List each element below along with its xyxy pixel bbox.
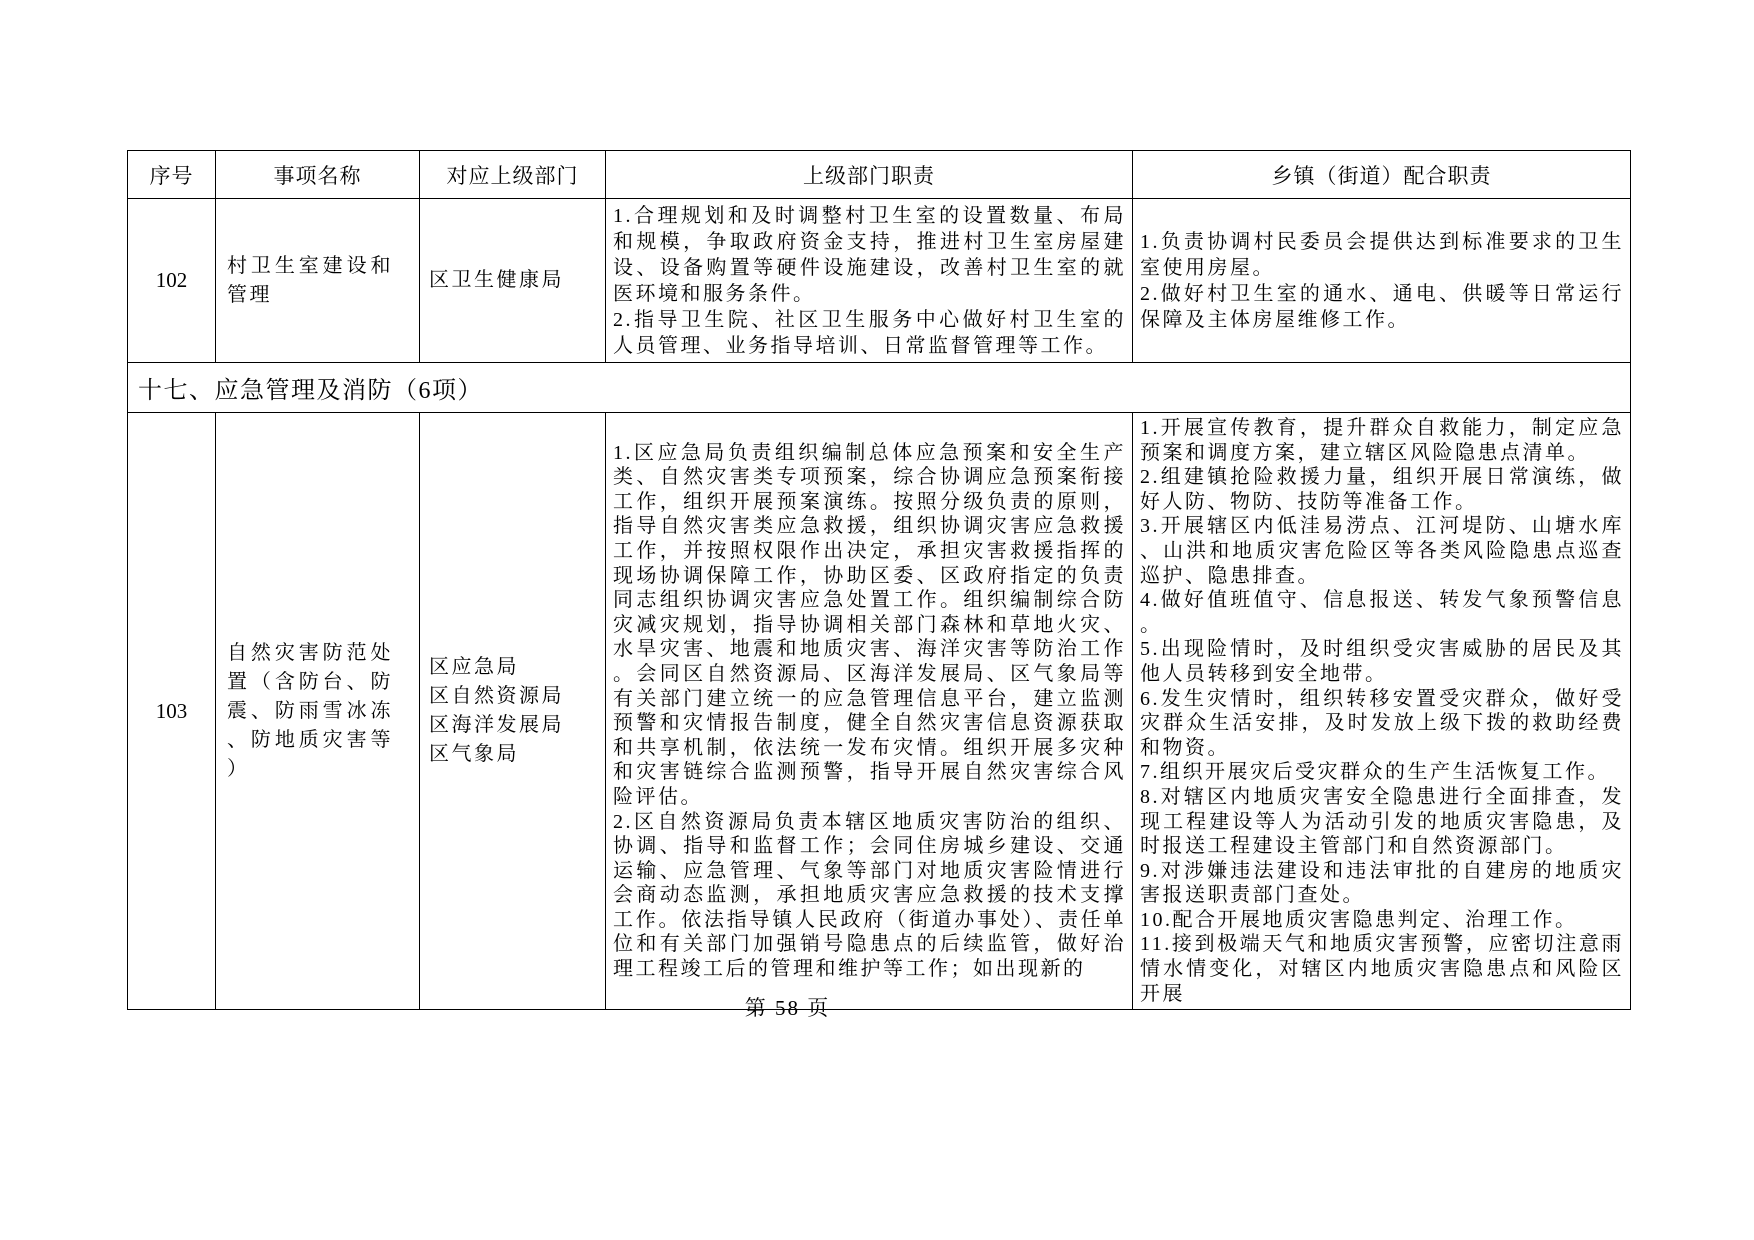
duty-paragraph: 1.合理规划和及时调整村卫生室的设置数量、布局和规模，争取政府资金支持，推进村卫生室房屋建设、设备购置等硬件设施建设，改善村卫生室的就医环境和服务条件。 xyxy=(613,204,1126,305)
section-header-row xyxy=(128,363,1631,413)
section-title: 十七、应急管理及消防（6项） xyxy=(128,363,1631,413)
duties-table xyxy=(127,150,1631,1010)
township-duties-cell xyxy=(1133,413,1631,1010)
header-cell-item-name: 事项名称 xyxy=(216,151,420,199)
header-cell-township-duties: 乡镇（街道）配合职责 xyxy=(1133,151,1631,199)
superior-duties-cell xyxy=(606,199,1133,363)
table-row-103 xyxy=(128,413,1631,1010)
duty-paragraph: 2.指导卫生院、社区卫生服务中心做好村卫生室的人员管理、业务指导培训、日常监督管理等工作。 xyxy=(613,308,1126,357)
duty-paragraph: 3.开展辖区内低洼易涝点、江河堤防、山塘水库、山洪和地质灾害危险区等各类风险隐患点巡查巡护、隐患排查。 xyxy=(1140,515,1624,587)
duty-paragraph: 2.区自然资源局负责本辖区地质灾害防治的组织、协调、指导和监督工作；会同住房城乡建设、交通运输、应急管理、气象等部门对地质灾害险情进行会商动态监测，承担地质灾害应急救援的技术支撑工作。依法指导镇人民政府（街道办事处）、责任单位和有关部门加强销号隐患点的后续监管，做好治理工程竣工后的管理和维护等工作；如出现新的 xyxy=(613,810,1126,981)
department-line: 区海洋发展局 xyxy=(429,714,564,737)
duty-paragraph: 10.配合开展地质灾害隐患判定、治理工作。 xyxy=(1140,908,1578,931)
item-name: 自然灾害防范处置（含防台、防震、防雨雪冰冻、防地质灾害等） xyxy=(216,413,420,1010)
superior-duties-cell xyxy=(606,413,1133,1010)
department-line: 区自然资源局 xyxy=(429,685,564,708)
table-header-row xyxy=(128,151,1631,199)
duty-paragraph: 7.组织开展灾后受灾群众的生产生活恢复工作。 xyxy=(1140,761,1610,784)
page-number: 第 58 页 xyxy=(744,996,831,1020)
duty-paragraph: 6.发生灾情时，组织转移安置受灾群众，做好受灾群众生活安排，及时发放上级下拨的救助经费和物资。 xyxy=(1140,687,1624,759)
department-list xyxy=(420,199,606,363)
row-number: 102 xyxy=(128,199,216,363)
department-line: 区气象局 xyxy=(429,743,519,766)
header-cell-no: 序号 xyxy=(128,151,216,199)
department-line: 区应急局 xyxy=(429,656,519,679)
department-line: 区卫生健康局 xyxy=(429,269,564,291)
duty-paragraph: 2.组建镇抢险救援力量，组织开展日常演练，做好人防、物防、技防等准备工作。 xyxy=(1140,466,1624,513)
duty-paragraph: 8.对辖区内地质灾害安全隐患进行全面排查，发现工程建设等人为活动引发的地质灾害隐患，及时报送工程建设主管部门和自然资源部门。 xyxy=(1140,785,1624,858)
header-cell-superior-duties: 上级部门职责 xyxy=(606,151,1133,199)
header-cell-department: 对应上级部门 xyxy=(420,151,606,199)
row-number: 103 xyxy=(128,413,216,1010)
township-duties-cell xyxy=(1133,199,1631,363)
duty-paragraph: 1.负责协调村民委员会提供达到标准要求的卫生室使用房屋。 xyxy=(1140,230,1624,279)
item-name: 村卫生室建设和管理 xyxy=(216,199,420,363)
duty-paragraph: 1.开展宣传教育，提升群众自救能力，制定应急预案和调度方案，建立辖区风险隐患点清单。 xyxy=(1140,417,1624,464)
duty-paragraph: 5.出现险情时，及时组织受灾害威胁的居民及其他人员转移到安全地带。 xyxy=(1140,638,1624,685)
duty-paragraph: 1.区应急局负责组织编制总体应急预案和安全生产类、自然灾害类专项预案，综合协调应急预案衔接工作，组织开展预案演练。按照分级负责的原则，指导自然灾害类应急救援，组织协调灾害应急救援工作，并按照权限作出决定，承担灾害救援指挥的现场协调保障工作，协助区委、区政府指定的负责同志组织协调灾害应急处置工作。组织编制综合防灾减灾规划，指导协调相关部门森林和草地火灾、水旱灾害、地震和地质灾害、海洋灾害等防治工作。会同区自然资源局、区海洋发展局、区气象局等有关部门建立统一的应急管理信息平台，建立监测预警和灾情报告制度，健全自然灾害信息资源获取和共享机制，依法统一发布灾情。组织开展多灾种和灾害链综合监测预警，指导开展自然灾害综合风险评估。 xyxy=(613,441,1126,808)
department-list xyxy=(420,413,606,1010)
duty-paragraph: 9.对涉嫌违法建设和违法审批的自建房的地质灾害报送职责部门查处。 xyxy=(1140,859,1624,907)
duty-paragraph: 11.接到极端天气和地质灾害预警，应密切注意雨情水情变化，对辖区内地质灾害隐患点和风险区开展 xyxy=(1140,933,1624,1005)
duty-paragraph: 4.做好值班值守、信息报送、转发气象预警信息。 xyxy=(1140,589,1624,636)
duty-paragraph: 2.做好村卫生室的通水、通电、供暖等日常运行保障及主体房屋维修工作。 xyxy=(1140,282,1624,331)
table-row-102 xyxy=(128,199,1631,363)
